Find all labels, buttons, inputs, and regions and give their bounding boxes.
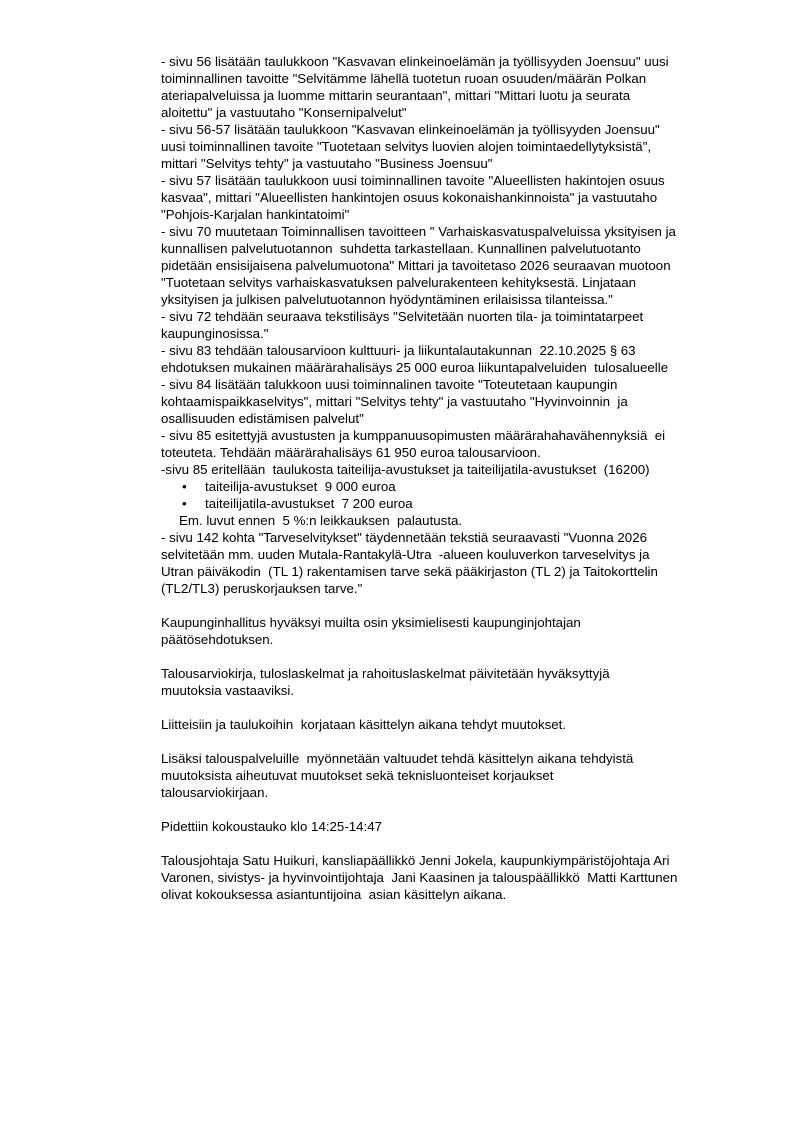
- paragraph: [161, 342, 751, 376]
- document-body: [161, 53, 751, 903]
- text-line: - sivu 85 esitettyjä avustusten ja kumppanuusopimusten määrärahahavähennyksiä ei: [161, 428, 666, 443]
- paragraph: [161, 53, 751, 121]
- blank-line: [161, 801, 751, 818]
- text-line: muutoksia vastaaviksi.: [161, 683, 295, 698]
- text-line: osallisuuden edistämisen palvelut": [161, 411, 364, 426]
- text-line: yksityisen ja julkisen palvelutuotannon hyödyntäminen erilaisissa tilanteissa.": [161, 292, 613, 307]
- bullet-text: taiteilijatila-avustukset 7 200 euroa: [205, 496, 413, 511]
- text-line: kohtaamispaikkaselvitys", mittari "Selvitys tehty" ja vastuutaho "Hyvinvoinnin ja: [161, 394, 628, 409]
- text-line: kunnallisen palvelutuotannon suhdetta tarkastellaan. Kunnallinen palvelutuotanto: [161, 241, 641, 256]
- text-line: Lisäksi talouspalveluille myönnetään valtuudet tehdä käsittelyn aikana tehdyistä: [161, 751, 634, 766]
- text-line: - sivu 142 kohta "Tarveselvitykset" täydennetään tekstiä seuraavasti "Vuonna 2026: [161, 530, 647, 545]
- text-line: - sivu 83 tehdään talousarvioon kulttuuri- ja liikuntalautakunnan 22.10.2025 § 63: [161, 343, 636, 358]
- text-line: aloitettu" ja vastuutaho "Konsernipalvelut": [161, 105, 407, 120]
- text-line: - sivu 70 muutetaan Toiminnallisen tavoitteen " Varhaiskasvatuspalveluissa yksityisen ja: [161, 224, 676, 239]
- text-line: - sivu 72 tehdään seuraava tekstilisäys "Selvitetään nuorten tila- ja toimintatarpeet: [161, 309, 644, 324]
- text-line: -sivu 85 eritellään taulukosta taiteilija-avustukset ja taiteilijatila-avustukset (16200): [161, 462, 650, 477]
- blank-line: [161, 597, 751, 614]
- blank-line: [161, 733, 751, 750]
- text-line: "Pohjois-Karjalan hankintatoimi": [161, 207, 350, 222]
- text-line: Talousjohtaja Satu Huikuri, kansliapäällikkö Jenni Jokela, kaupunkiympäristöjohtaja Ari: [161, 853, 670, 868]
- blank-line: [161, 648, 751, 665]
- text-line: mittari "Selvitys tehty" ja vastuutaho "Business Joensuu": [161, 156, 493, 171]
- paragraph: [161, 376, 751, 427]
- text-line: pidetään ensisijaisena palvelumuotona" Mittari ja tavoitetaso 2026 seuraavan muotoon: [161, 258, 671, 273]
- text-line: - sivu 56 lisätään taulukkoon "Kasvavan elinkeinoelämän ja työllisyyden Joensuu" uusi: [161, 54, 669, 69]
- paragraph: [161, 427, 751, 461]
- text-line: toteuteta. Tehdään määrärahalisäys 61 950 euroa talousarvioon.: [161, 445, 541, 460]
- paragraph: [161, 308, 751, 342]
- text-line: talousarviokirjaan.: [161, 785, 269, 800]
- text-line: [161, 478, 751, 495]
- paragraph: [161, 716, 751, 733]
- bullet-icon: •: [182, 479, 187, 494]
- paragraph: [161, 665, 751, 699]
- bullet-icon: •: [182, 496, 187, 511]
- blank-line: [161, 835, 751, 852]
- text-line: selvitetään mm. uuden Mutala-Rantakylä-Utra -alueen kouluverkon tarveselvitys ja: [161, 547, 650, 562]
- bullet-item: [161, 495, 751, 512]
- text-line: uusi toiminnallinen tavoite "Tuotetaan selvitys luovien alojen toimintaedellytyksistä",: [161, 139, 652, 154]
- paragraph: [161, 172, 751, 223]
- text-line: Utran päiväkodin (TL 1) rakentamisen tarve sekä pääkirjaston (TL 2) ja Taitokorttelin: [161, 564, 658, 579]
- text-line: (TL2/TL3) peruskorjauksen tarve.": [161, 581, 363, 596]
- text-line: "Tuotetaan selvitys varhaiskasvatuksen palvelurakenteen kehityksestä. Linjataan: [161, 275, 637, 290]
- text-line: päätösehdotuksen.: [161, 632, 274, 647]
- paragraph: [161, 121, 751, 172]
- text-line: - sivu 84 lisätään talukkoon uusi toiminnalinen tavoite "Toteutetaan kaupungin: [161, 377, 618, 392]
- text-line: toiminnallinen tavoitte "Selvitämme lähellä tuotetun ruoan osuuden/määrän Polkan: [161, 71, 647, 86]
- text-line: kasvaa", mittari "Alueellisten hankintojen osuus kokonaishankinnoista" ja vastuutaho: [161, 190, 658, 205]
- bullet-item: [161, 478, 751, 495]
- paragraph: [161, 223, 751, 308]
- text-line: kaupunginosissa.": [161, 326, 269, 341]
- paragraph: [161, 852, 751, 903]
- bullet-text: taiteilija-avustukset 9 000 euroa: [205, 479, 396, 494]
- text-line: Kaupunginhallitus hyväksyi muilta osin yksimielisesti kaupunginjohtajan: [161, 615, 581, 630]
- paragraph: [161, 750, 751, 801]
- text-line: Liitteisiin ja taulukoihin korjataan käsittelyn aikana tehdyt muutokset.: [161, 717, 567, 732]
- paragraph: [161, 512, 751, 529]
- text-line: Talousarviokirja, tuloslaskelmat ja rahoituslaskelmat päivitetään hyväksyttyjä: [161, 666, 610, 681]
- blank-line: [161, 699, 751, 716]
- text-line: Varonen, sivistys- ja hyvinvointijohtaja Jani Kaasinen ja talouspäällikkö Matti Karttunen: [161, 870, 678, 885]
- text-line: ehdotuksen mukainen määrärahalisäys 25 000 euroa liikuntapalveluiden tulosalueelle: [161, 360, 669, 375]
- paragraph: [161, 614, 751, 648]
- text-line: Pidettiin kokoustauko klo 14:25-14:47: [161, 819, 383, 834]
- text-line: olivat kokouksessa asiantuntijoina asian käsittelyn aikana.: [161, 887, 507, 902]
- text-line: - sivu 57 lisätään taulukkoon uusi toiminnallinen tavoite "Alueellisten hakintojen osuus: [161, 173, 665, 188]
- paragraph: [161, 461, 751, 478]
- text-line: [161, 495, 751, 512]
- text-line: - sivu 56-57 lisätään taulukkoon "Kasvavan elinkeinoelämän ja työllisyyden Joensuu": [161, 122, 660, 137]
- text-line: ateriapalveluissa ja luomme mittarin seurantaan", mittari "Mittari luotu ja seurata: [161, 88, 631, 103]
- text-line: Em. luvut ennen 5 %:n leikkauksen palautusta.: [179, 513, 463, 528]
- paragraph: [161, 529, 751, 597]
- paragraph: [161, 818, 751, 835]
- text-line: muutoksista aiheutuvat muutokset sekä teknisluonteiset korjaukset: [161, 768, 554, 783]
